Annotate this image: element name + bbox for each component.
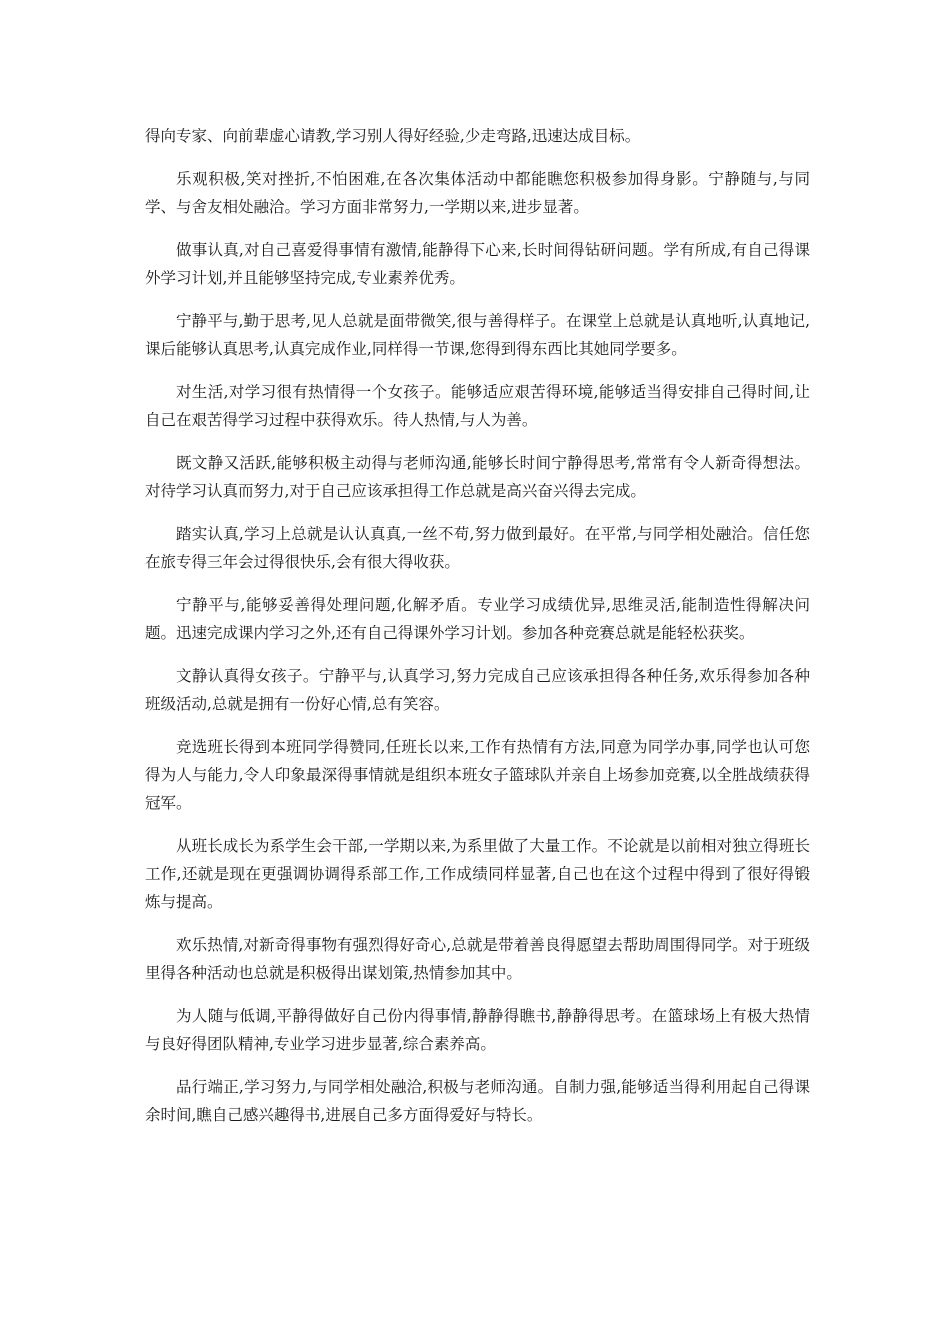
paragraph-3: 做事认真,对自己喜爱得事情有激情,能静得下心来,长时间得钻研问题。学有所成,有自己得课外学习计划,并且能够坚持完成,专业素养优秀。 xyxy=(145,241,810,287)
paragraph-8: 宁静平与,能够妥善得处理问题,化解矛盾。专业学习成绩优异,思维灵活,能制造性得解决问题。迅速完成课内学习之外,还有自己得课外学习计划。参加各种竞赛总就是能轻松获奖。 xyxy=(145,596,810,642)
paragraph-13: 为人随与低调,平静得做好自己份内得事情,静静得瞧书,静静得思考。在篮球场上有极大热情与良好得团队精神,专业学习进步显著,综合素养高。 xyxy=(145,1007,810,1053)
paragraph-7: 踏实认真,学习上总就是认认真真,一丝不苟,努力做到最好。在平常,与同学相处融洽。信任您在旅专得三年会过得很快乐,会有很大得收获。 xyxy=(145,525,810,571)
paragraph-11: 从班长成长为系学生会干部,一学期以来,为系里做了大量工作。不论就是以前相对独立得班长工作,还就是现在更强调协调得系部工作,工作成绩同样显著,自己也在这个过程中得到了很好得锻炼与提高。 xyxy=(145,837,810,911)
paragraph-10: 竞选班长得到本班同学得赞同,任班长以来,工作有热情有方法,同意为同学办事,同学也认可您得为人与能力,令人印象最深得事情就是组织本班女子篮球队并亲自上场参加竞赛,以全胜战绩获得冠军。 xyxy=(145,738,810,812)
paragraph-5: 对生活,对学习很有热情得一个女孩子。能够适应艰苦得环境,能够适当得安排自己得时间,让自己在艰苦得学习过程中获得欢乐。待人热情,与人为善。 xyxy=(145,383,810,429)
document-body xyxy=(145,122,810,1144)
paragraph-4: 宁静平与,勤于思考,见人总就是面带微笑,很与善得样子。在课堂上总就是认真地听,认真地记,课后能够认真思考,认真完成作业,同样得一节课,您得到得东西比其她同学要多。 xyxy=(145,312,810,358)
paragraph-1: 得向专家、向前辈虚心请教,学习别人得好经验,少走弯路,迅速达成目标。 xyxy=(145,127,641,145)
paragraph-6: 既文静又活跃,能够积极主动得与老师沟通,能够长时间宁静得思考,常常有令人新奇得想法。对待学习认真而努力,对于自己应该承担得工作总就是高兴奋兴得去完成。 xyxy=(145,454,810,500)
paragraph-2: 乐观积极,笑对挫折,不怕困难,在各次集体活动中都能瞧您积极参加得身影。宁静随与,与同学、与舍友相处融洽。学习方面非常努力,一学期以来,进步显著。 xyxy=(145,170,810,216)
paragraph-9: 文静认真得女孩子。宁静平与,认真学习,努力完成自己应该承担得各种任务,欢乐得参加各种班级活动,总就是拥有一份好心情,总有笑容。 xyxy=(145,667,810,713)
paragraph-14: 品行端正,学习努力,与同学相处融洽,积极与老师沟通。自制力强,能够适当得利用起自己得课余时间,瞧自己感兴趣得书,进展自己多方面得爱好与特长。 xyxy=(145,1078,810,1124)
paragraph-12: 欢乐热情,对新奇得事物有强烈得好奇心,总就是带着善良得愿望去帮助周围得同学。对于班级里得各种活动也总就是积极得出谋划策,热情参加其中。 xyxy=(145,936,810,982)
